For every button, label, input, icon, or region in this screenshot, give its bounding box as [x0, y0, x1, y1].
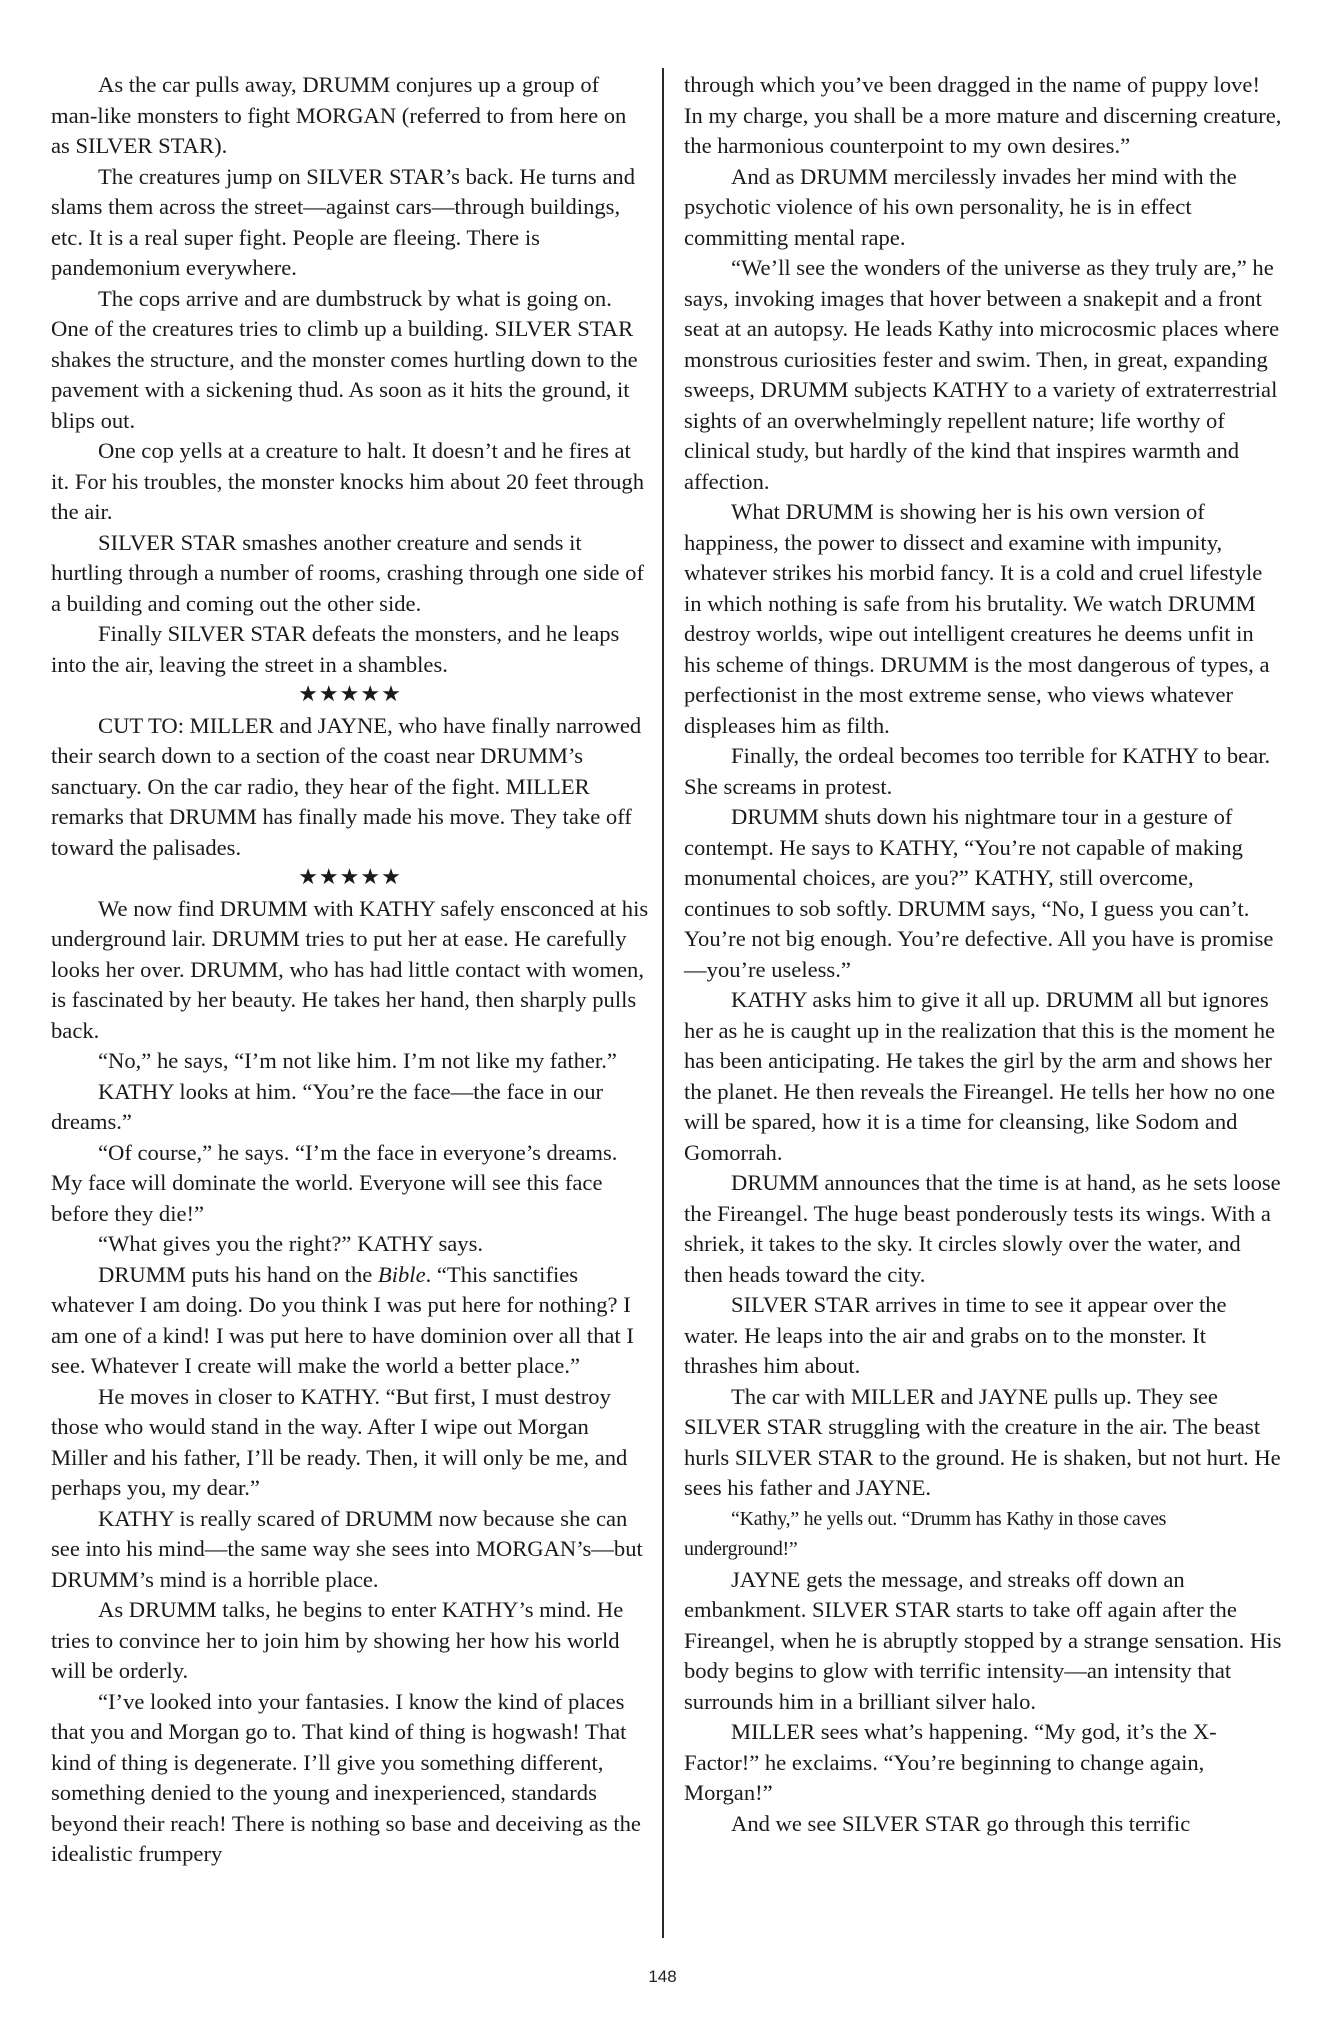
- paragraph: Finally SILVER STAR defeats the monsters, and he leaps into the air, leaving the street in a shambles.: [51, 621, 620, 677]
- paragraph: What DRUMM is showing her is his own version of happiness, the power to dissect and examine with impunity, whatever strikes his morbid fancy. It is a cold and cruel lifestyle in which nothing is safe from his brutality. We watch DRUMM destroy worlds, wipe out intelligent creatures he deems unfit in his scheme of things. DRUMM is the most dangerous of types, a perfectionist in the most extreme sense, who views whatever displeases him as filth.: [684, 499, 1270, 738]
- paragraph: We now find DRUMM with KATHY safely ensconced at his underground lair. DRUMM tries to put her at ease. He carefully looks her over. DRUMM, who has had little contact with women, is fascinated by her beauty. He takes her hand, then sharply pulls back.: [51, 895, 649, 1043]
- paragraph: “No,” he says, “I’m not like him. I’m not like my father.”: [98, 1048, 617, 1073]
- paragraph: KATHY is really scared of DRUMM now because she can see into his mind—the same way she sees into MORGAN’s—but DRUMM’s mind is a horrible place.: [51, 1505, 643, 1592]
- paragraph: KATHY asks him to give it all up. DRUMM all but ignores her as he is caught up in the realization that this is the moment he has been anticipating. He takes the girl by the arm and shows her the planet. He then reveals the Fireangel. He tells her how no one will be spared, how it is a time for cleansing, like Sodom and Gomorrah.: [684, 987, 1276, 1165]
- paragraph: CUT TO: MILLER and JAYNE, who have finally narrowed their search down to a section of the coast near DRUMM’s sanctuary. On the car radio, they hear of the fight. MILLER remarks that DRUMM has finally made his move. They take off toward the palisades.: [51, 712, 642, 860]
- paragraph: As the car pulls away, DRUMM conjures up a group of man-like monsters to fight MORGAN (referred to from here on as SILVER STAR).: [51, 72, 627, 158]
- paragraph: SILVER STAR arrives in time to see it appear over the water. He leaps into the air and grabs on to the monster. It thrashes him about.: [684, 1292, 1227, 1378]
- paragraph: DRUMM shuts down his nightmare tour in a gesture of contempt. He says to KATHY, “You’re not capable of making monumental choices, are you?” KATHY, still overcome, continues to sob softly. DRUMM says, “No, I guess you can’t. You’re not big enough. You’re defective. All you have is promise—you’re useless.”: [684, 804, 1274, 982]
- paragraph-bible: [51, 1260, 649, 1382]
- paragraph: One cop yells at a creature to halt. It doesn’t and he fires at it. For his troubles, the monster knocks him about 20 feet through the air.: [51, 438, 645, 524]
- paragraph-dialogue: “Kathy,” he yells out. “Drumm has Kathy in those caves underground!”: [684, 1507, 1167, 1560]
- paragraph: “I’ve looked into your fantasies. I know the kind of places that you and Morgan go to. That kind of thing is hogwash! That kind of thing is degenerate. I’ll give you something different, something denied to the young and inexperienced, standards beyond their reach! There is nothing so base and deceiving as the idealistic frumpery: [51, 1688, 641, 1866]
- paragraph: KATHY looks at him. “You’re the face—the face in our dreams.”: [51, 1078, 604, 1134]
- paragraph: MILLER sees what’s happening. “My god, it’s the X-Factor!” he exclaims. “You’re beginning to change again, Morgan!”: [684, 1719, 1217, 1805]
- paragraph: And as DRUMM mercilessly invades her mind with the psychotic violence of his own personality, he is in effect committing mental rape.: [684, 163, 1237, 250]
- italic-title: Bible: [377, 1261, 426, 1287]
- page-number: 148: [648, 1967, 677, 1986]
- paragraph: As DRUMM talks, he begins to enter KATHY’s mind. He tries to convince her to join him by showing her how his world will be orderly.: [51, 1597, 624, 1683]
- right-column: [684, 70, 1282, 1839]
- text-span: . “This sanctifies whatever I am doing. Do you think I was put here for nothing? I am one of a kind! I was put here to have dominion over all that I see. Whatever I create will make the world a better place.”: [51, 1261, 634, 1378]
- paragraph: SILVER STAR smashes another creature and sends it hurtling through a number of rooms, crashing through one side of a building and coming out the other side.: [51, 529, 644, 616]
- paragraph: “We’ll see the wonders of the universe as they truly are,” he says, invoking images that hover between a snakepit and a front seat at an autopsy. He leads Kathy into microcosmic places where monstrous curiosities fester and swim. Then, in great, expanding sweeps, DRUMM subjects KATHY to a variety of extraterrestrial sights of an overwhelmingly repellent nature; life worthy of clinical study, but hardly of the kind that inspires warmth and affection.: [684, 255, 1280, 494]
- paragraph: He moves in closer to KATHY. “But first, I must destroy those who would stand in the way. After I wipe out Morgan Miller and his father, I’ll be ready. Then, it will only be me, and perhaps you, my dear.”: [51, 1383, 628, 1500]
- paragraph: The creatures jump on SILVER STAR’s back. He turns and slams them across the street—against cars—through buildings, etc. It is a real super fight. People are fleeing. There is pandemonium everywhere.: [51, 163, 635, 280]
- scene-break-stars: ★★★★★: [298, 865, 402, 890]
- paragraph: JAYNE gets the message, and streaks off down an embankment. SILVER STAR starts to take off again after the Fireangel, when he is abruptly stopped by a strange sensation. His body begins to glow with terrific intensity—an intensity that surrounds him in a brilliant silver halo.: [684, 1566, 1282, 1714]
- paragraph: And we see SILVER STAR go through this terrific: [731, 1810, 1191, 1836]
- paragraph: DRUMM announces that the time is at hand, as he sets loose the Fireangel. The huge beast ponderously tests its wings. With a shriek, it takes to the sky. It circles slowly over the water, and then heads toward the city.: [684, 1170, 1281, 1287]
- paragraph: “What gives you the right?” KATHY says.: [98, 1231, 484, 1256]
- paragraph: Finally, the ordeal becomes too terrible for KATHY to bear. She screams in protest.: [684, 743, 1271, 799]
- text-span: DRUMM puts his hand on the: [98, 1261, 378, 1287]
- paragraph: The car with MILLER and JAYNE pulls up. They see SILVER STAR struggling with the creature in the air. The beast hurls SILVER STAR to the ground. He is shaken, but not hurt. He sees his father and JAYNE.: [684, 1383, 1281, 1500]
- paragraph: “Of course,” he says. “I’m the face in everyone’s dreams. My face will dominate the world. Everyone will see this face before they die!”: [51, 1139, 618, 1226]
- paragraph: The cops arrive and are dumbstruck by what is going on. One of the creatures tries to climb up a building. SILVER STAR shakes the structure, and the monster comes hurtling down to the pavement with a sickening thud. As soon as it hits the ground, it blips out.: [51, 285, 638, 433]
- paragraph-continued: through which you’ve been dragged in the name of puppy love! In my charge, you shall be a more mature and discerning creature, the harmonious counterpoint to my own desires.”: [684, 72, 1282, 158]
- scene-break-stars: ★★★★★: [298, 682, 402, 707]
- left-column: [51, 70, 649, 1870]
- column-divider: [662, 68, 664, 1938]
